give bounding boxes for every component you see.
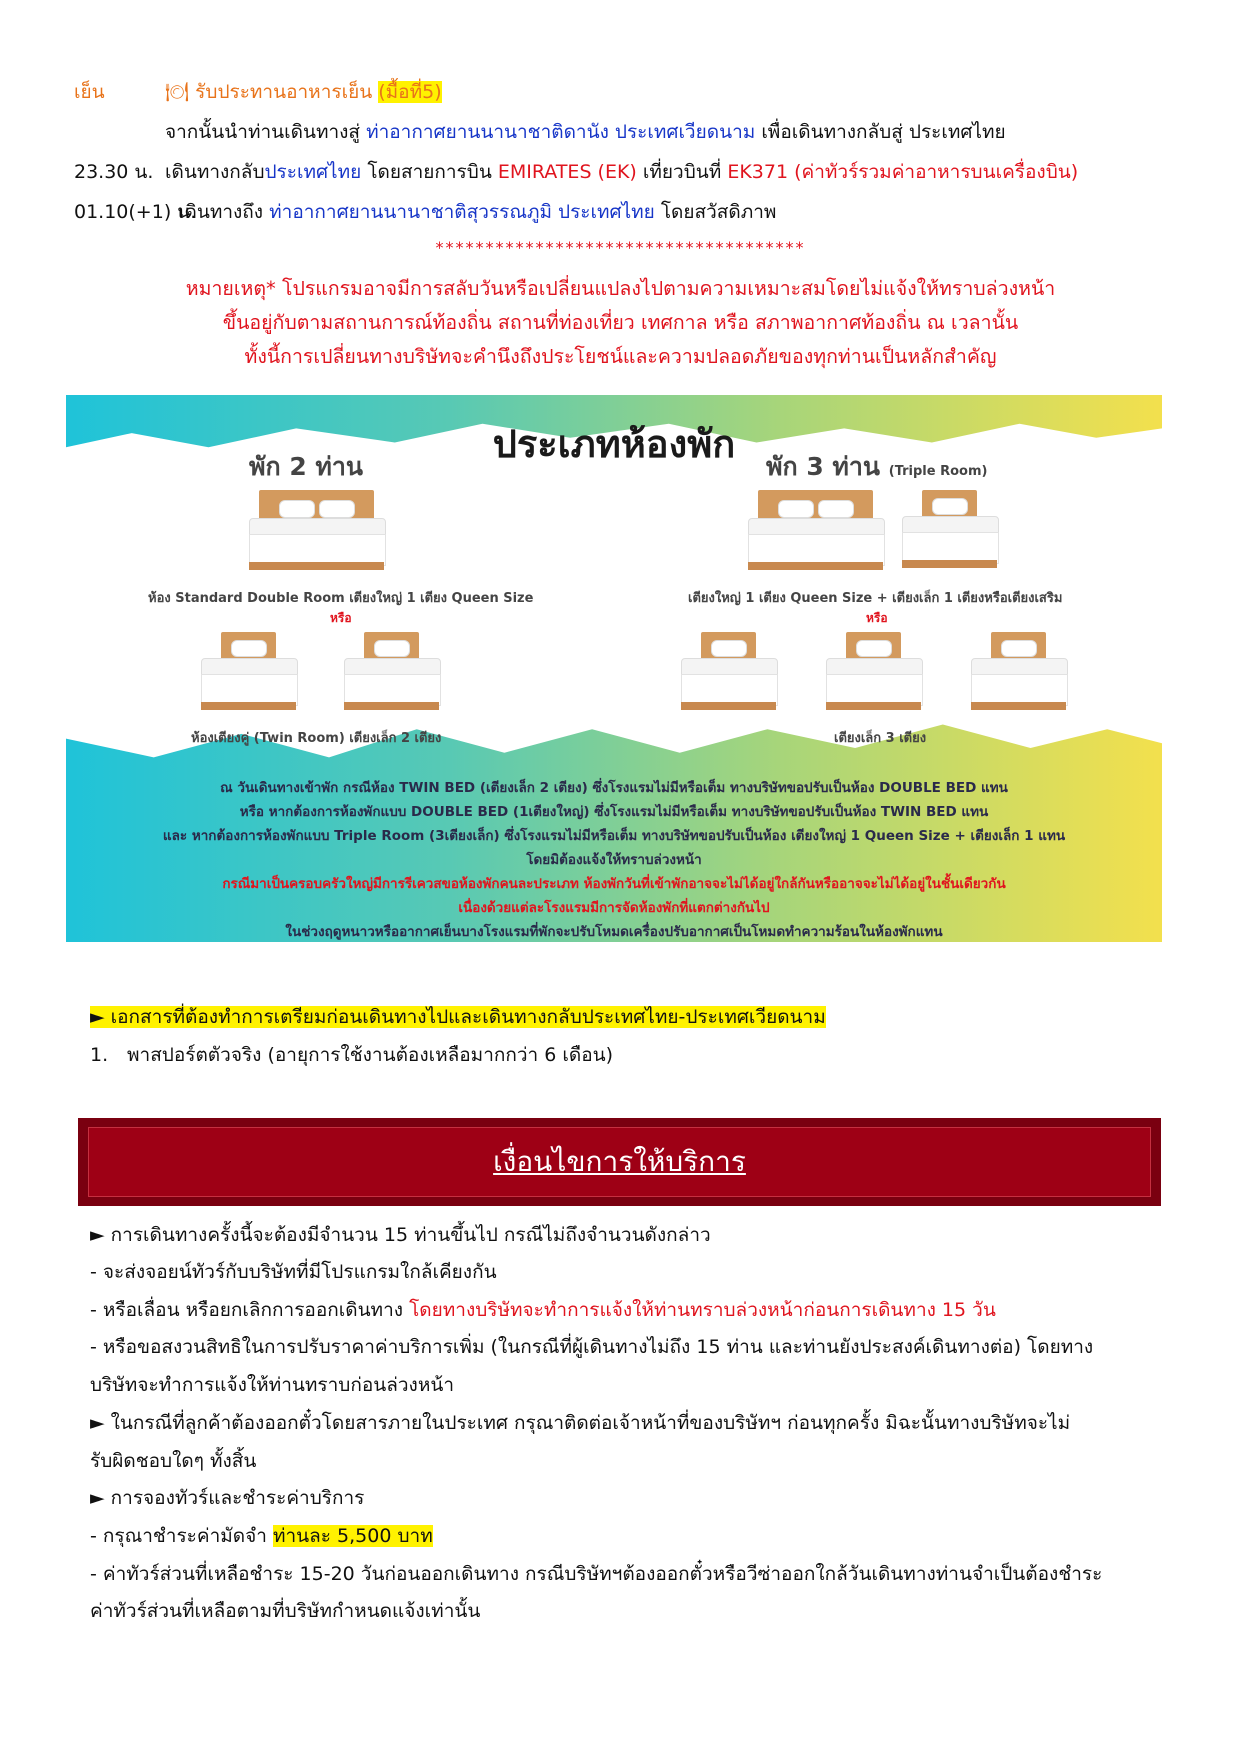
- star-divider: *************************************: [435, 238, 806, 257]
- single-bed-icon: [201, 632, 296, 717]
- dinner-line: [165, 79, 442, 105]
- room-note-3: และ หากต้องการห้องพักแบบ Triple Room (3เตียงเล็ก) ซึ่งโรงแรมไม่มีหรือเต็ม ทางบริษัทขอปรับเป็นห้อง เตียงใหญ่ 1 Queen Size + เตียงเล็ก 1 แทน: [162, 828, 1066, 844]
- arrival-line: [178, 199, 776, 225]
- single-bed-icon: [826, 632, 921, 717]
- remark-line-3: ทั้งนี้การเปลี่ยนทางบริษัทจะคำนึงถึงประโยชน์และความปลอดภัยของทุกท่านเป็นหลักสำคัญ: [244, 345, 997, 368]
- flight-label: เที่ยวบินที่: [642, 161, 722, 183]
- meal-icon: 🍽: [165, 81, 190, 103]
- single-bed-icon: [681, 632, 776, 717]
- condition-line-2: - จะส่งจอยน์ทัวร์กับบริษัทที่มีโปรแกรมใกล้เคียงกัน: [90, 1261, 497, 1283]
- meal-number: (มื้อที่5): [378, 81, 442, 103]
- condition-line-9: [90, 1523, 433, 1549]
- triple-room-note: (Triple Room): [888, 464, 988, 479]
- documents-heading: [90, 1004, 826, 1030]
- dinner-text: รับประทานอาหารเย็น: [195, 81, 373, 103]
- conditions-banner: [78, 1118, 1161, 1206]
- room-note-1: ณ วันเดินทางเข้าพัก กรณีห้อง TWIN BED (เตียงเล็ก 2 เตียง) ซึ่งโรงแรมไม่มีหรือเต็ม ทางบริษัทขอปรับเป็นห้อง DOUBLE BED แทน: [220, 780, 1008, 796]
- condition-line-3b: โดยทางบริษัทจะทำการแจ้งให้ท่านทราบล่วงหน้าก่อนการเดินทาง 15 วัน: [409, 1299, 996, 1321]
- condition-line-10: - ค่าทัวร์ส่วนที่เหลือชำระ 15-20 วันก่อนออกเดินทาง กรณีบริษัทฯต้องออกตั๋วหรือวีซ่าออกใกล้วันเดินทางท่านจำเป็นต้องชำระ: [90, 1563, 1103, 1585]
- twin-room-caption: ห้องเตียงคู่ (Twin Room) เตียงเล็ก 2 เตียง: [191, 731, 442, 746]
- room-note-7: ในช่วงฤดูหนาวหรืออากาศเย็นบางโรงแรมที่พักจะปรับโหมดเครื่องปรับอากาศเป็นโหมดทำความร้อนในห้องพักแทน: [285, 924, 943, 940]
- arrival-prefix: เดินทางถึง: [178, 201, 264, 223]
- condition-line-8: ► การจองทัวร์และชำระค่าบริการ: [90, 1487, 365, 1509]
- three-persons-heading: [766, 447, 987, 487]
- bangkok-airport: ท่าอากาศยานนานาชาติสุวรรณภูมิ ประเทศไทย: [269, 201, 655, 223]
- room-note-6: เนื่องด้วยแต่ละโรงแรมมีการจัดห้องพักที่แตกต่างกันไป: [458, 900, 770, 916]
- airline: EMIRATES (EK): [497, 161, 637, 183]
- condition-line-7: รับผิดชอบใดๆ ทั้งสิ้น: [90, 1450, 257, 1472]
- double-bed-icon: [748, 490, 883, 575]
- single-bed-icon: [344, 632, 439, 717]
- arrival-time: 01.10(+1) น.: [74, 201, 197, 223]
- room-note-2: หรือ หากต้องการห้องพักแบบ DOUBLE BED (1เตียงใหญ่) ซึ่งโรงแรมไม่มีหรือเต็ม ทางบริษัทขอปรับเป็นห้อง TWIN BED แทน: [239, 804, 989, 820]
- transfer-line: [165, 119, 1006, 145]
- dinner-label: เย็น: [74, 81, 105, 103]
- room-types-infographic: [66, 395, 1162, 942]
- condition-line-6: ► ในกรณีที่ลูกค้าต้องออกตั๋วโดยสารภายในประเทศ กรุณาติดต่อเจ้าหน้าที่ของบริษัทฯ ก่อนทุกครั้ง มิฉะนั้นทางบริษัทจะไม่: [90, 1412, 1071, 1434]
- remark-line-2: ขึ้นอยู่กับตามสถานการณ์ท้องถิ่น สถานที่ท่องเที่ยว เทศกาล หรือ สภาพอากาศท้องถิ่น ณ เวลานั้น: [222, 311, 1019, 334]
- condition-line-11: ค่าทัวร์ส่วนที่เหลือตามที่บริษัทกำหนดแจ้งเท่านั้น: [90, 1600, 481, 1622]
- two-persons-heading: พัก 2 ท่าน: [249, 452, 364, 481]
- three-single-beds-caption: เตียงเล็ก 3 เตียง: [834, 731, 927, 746]
- room-note-5: กรณีมาเป็นครอบครัวใหญ่มีการรีเควสขอห้องพักคนละประเภท ห้องพักวันที่เข้าพักอาจจะไม่ได้อยู่ใกล้กันหรืออาจจะไม่ได้อยู่ในชั้นเดียวกัน: [222, 876, 1006, 892]
- room-note-4: โดยมิต้องแจ้งให้ทราบล่วงหน้า: [526, 852, 702, 868]
- or-label-right: หรือ: [866, 611, 888, 625]
- remark-line-1: หมายเหตุ* โปรแกรมอาจมีการสลับวันหรือเปลี่ยนแปลงไปตามความเหมาะสมโดยไม่แจ้งให้ทราบล่วงหน้า: [185, 277, 1056, 300]
- danang-airport: ท่าอากาศยานนานาชาติดานัง ประเทศเวียดนาม: [366, 121, 756, 143]
- documents-item-number: 1.: [90, 1044, 109, 1066]
- documents-heading-text: ► เอกสารที่ต้องทำการเตรียมก่อนเดินทางไปและเดินทางกลับประเทศไทย-ประเทศเวียดนาม: [90, 1006, 826, 1028]
- triple-room-caption: เตียงใหญ่ 1 เตียง Queen Size + เตียงเล็ก 1 เตียงหรือเตียงเสริม: [688, 591, 1063, 606]
- transfer-suffix: เพื่อเดินทางกลับสู่ ประเทศไทย: [761, 121, 1006, 143]
- double-room-caption: ห้อง Standard Double Room เตียงใหญ่ 1 เตียง Queen Size: [148, 591, 534, 606]
- condition-line-1: ► การเดินทางครั้งนี้จะต้องมีจำนวน 15 ท่านขึ้นไป กรณีไม่ถึงจำนวนดังกล่าว: [90, 1224, 711, 1246]
- departure-line: [165, 159, 1078, 185]
- condition-line-9a: - กรุณาชำระค่ามัดจำ: [90, 1525, 267, 1547]
- flight-number: EK371 (ค่าทัวร์รวมค่าอาหารบนเครื่องบิน): [727, 161, 1079, 183]
- conditions-title: เงื่อนไขการให้บริการ: [493, 1145, 746, 1178]
- double-bed-icon: [249, 490, 384, 575]
- condition-line-4: - หรือขอสงวนสิทธิในการปรับราคาค่าบริการเพิ่ม (ในกรณีที่ผู้เดินทางไม่ถึง 15 ท่าน และท่านยังประสงค์เดินทางต่อ) โดยทาง: [90, 1336, 1094, 1358]
- arrival-suffix: โดยสวัสดิภาพ: [660, 201, 777, 223]
- single-bed-icon: [902, 490, 997, 575]
- condition-line-3: [90, 1297, 996, 1323]
- condition-line-5: บริษัทจะทำการแจ้งให้ท่านทราบก่อนล่วงหน้า: [90, 1374, 454, 1396]
- departure-mid: โดยสายการบิน: [367, 161, 492, 183]
- deposit-amount: ท่านละ 5,500 บาท: [272, 1525, 433, 1547]
- departure-prefix: เดินทางกลับ: [165, 161, 265, 183]
- condition-line-3a: - หรือเลื่อน หรือยกเลิกการออกเดินทาง: [90, 1299, 404, 1321]
- transfer-prefix: จากนั้นนำท่านเดินทางสู่: [165, 121, 361, 143]
- three-persons-label: พัก 3 ท่าน: [766, 452, 881, 481]
- departure-country: ประเทศไทย: [264, 161, 362, 183]
- departure-time: 23.30 น.: [74, 161, 154, 183]
- documents-item-passport: พาสปอร์ตตัวจริง (อายุการใช้งานต้องเหลือมากกว่า 6 เดือน): [127, 1044, 614, 1066]
- room-types-title: ประเภทห้องพัก: [492, 422, 736, 466]
- single-bed-icon: [971, 632, 1066, 717]
- or-label-left: หรือ: [330, 611, 352, 625]
